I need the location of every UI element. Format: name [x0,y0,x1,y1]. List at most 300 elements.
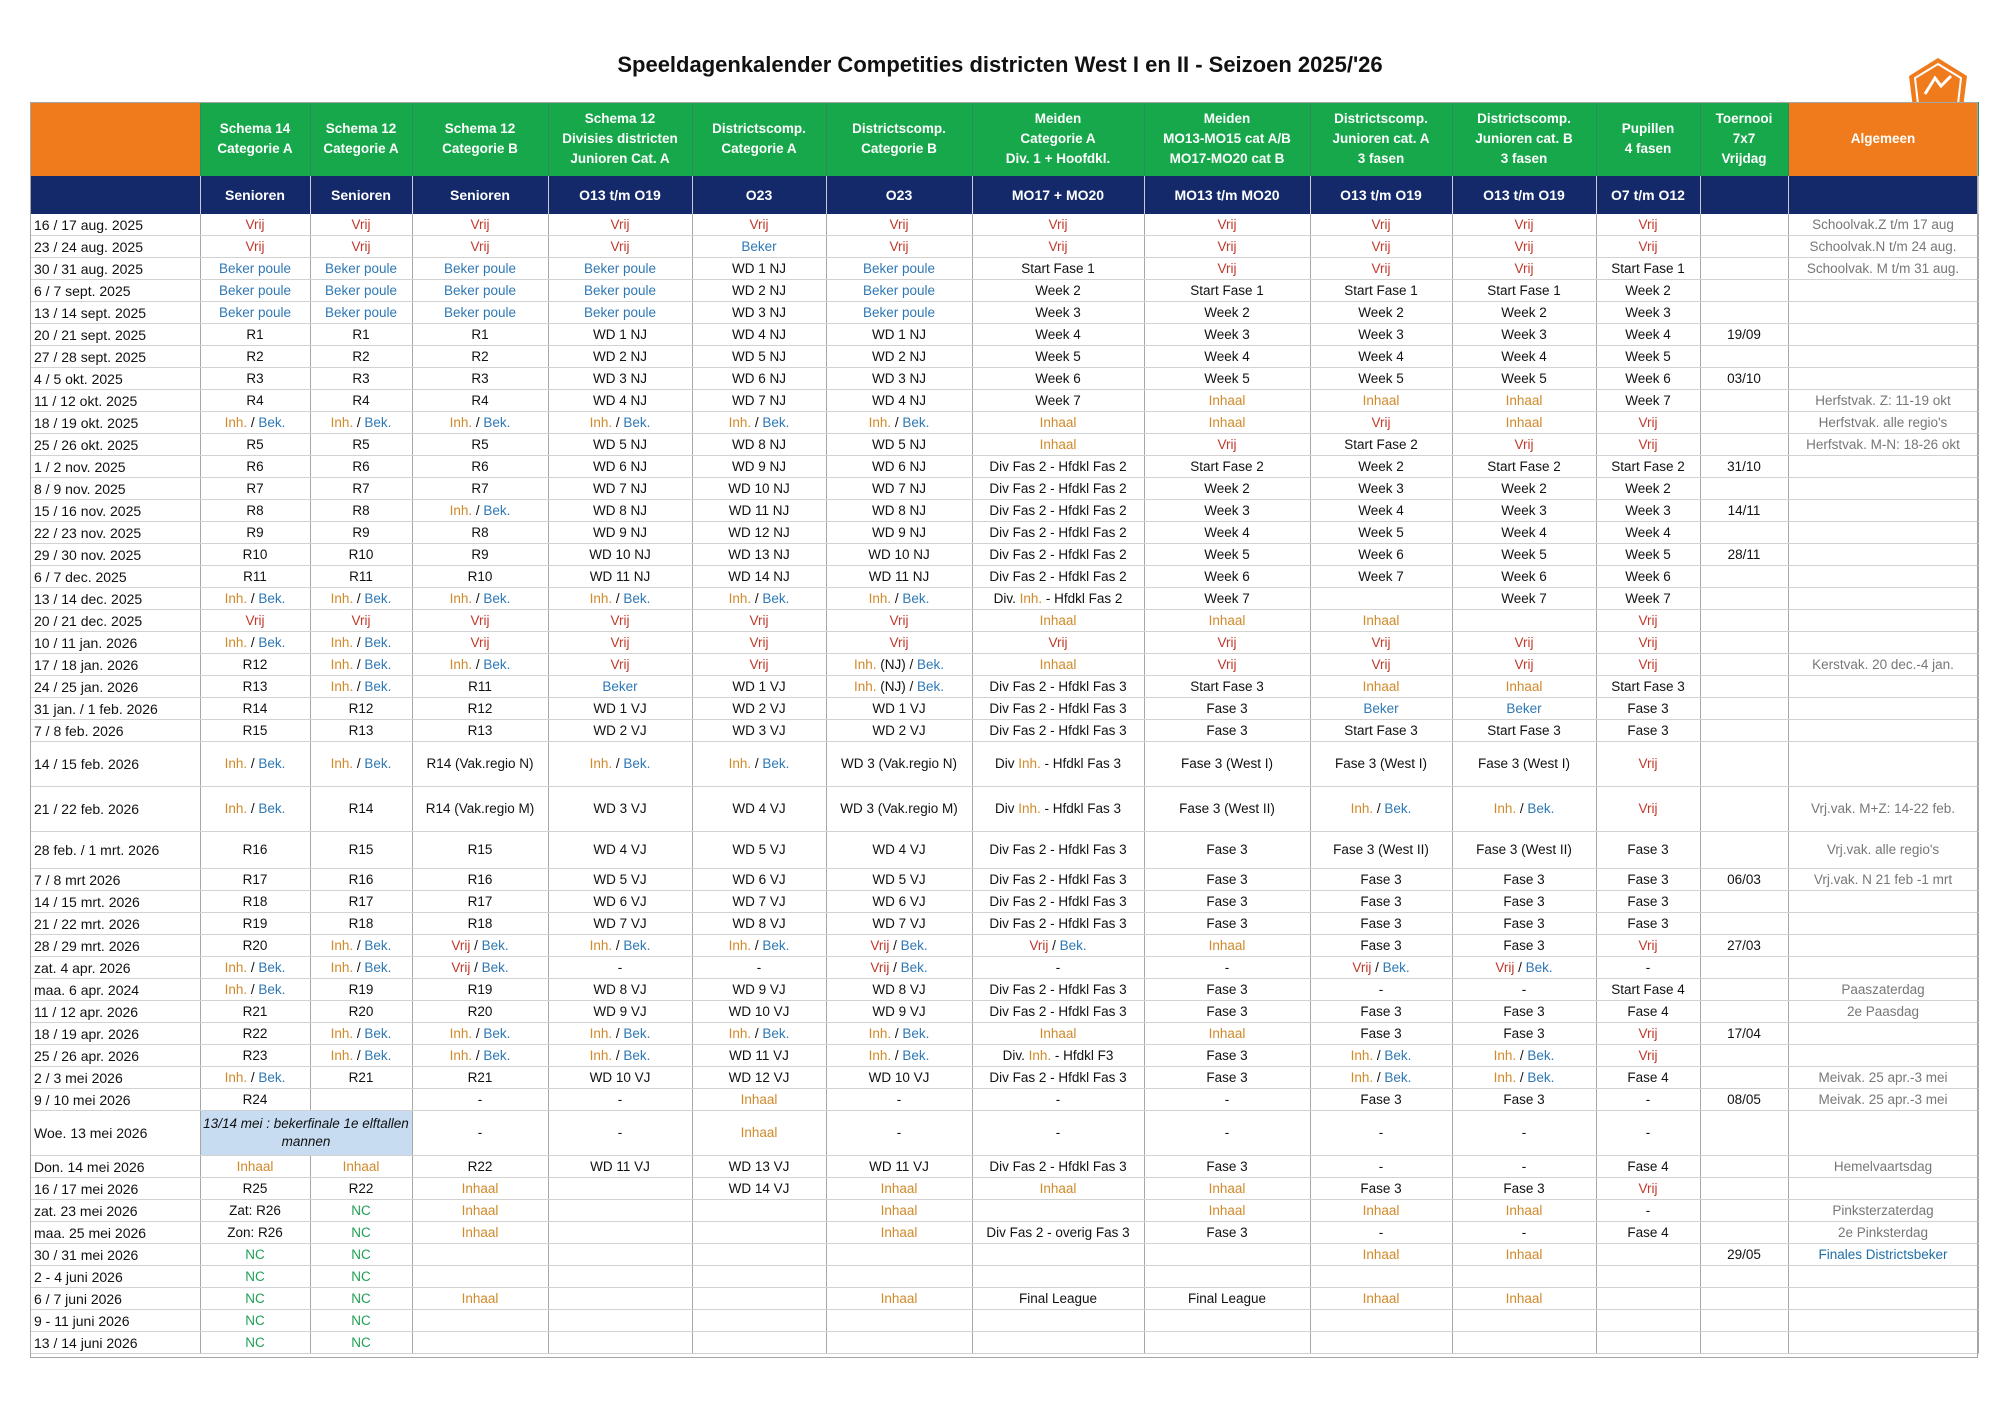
schedule-cell [1596,1178,1700,1200]
cell-text: - [1224,959,1230,975]
schedule-cell [310,412,412,434]
cell-text: R15 [467,842,493,857]
schedule-cell [692,913,826,935]
table-row [30,1200,1978,1222]
schedule-cell [1700,390,1788,412]
schedule-cell [200,566,310,588]
cell-text: Vrij [1514,436,1534,452]
cell-text: R20 [348,1003,374,1019]
schedule-cell [692,1045,826,1067]
schedule-cell [1700,979,1788,1001]
header-row-categories [30,102,1978,176]
column-header-12: Toernooi 7x7 Vrijdag [1700,102,1788,176]
date-cell: 7 / 8 mrt 2026 [30,869,200,891]
cell-text: WD 7 VJ [732,893,786,909]
table-row [30,236,1978,258]
cell-text: Beker [1506,700,1542,716]
cell-text: WD 1 NJ [593,326,647,342]
cell-text: Inhaal [1362,612,1400,628]
cell-text: WD 10 NJ [728,480,790,496]
schedule-cell [200,869,310,891]
schedule-cell [826,832,972,869]
schedule-cell [826,1178,972,1200]
schedule-cell [1700,869,1788,891]
schedule-cell [310,280,412,302]
date-cell: 6 / 7 sept. 2025 [30,280,200,302]
cell-text: R25 [242,1180,268,1196]
schedule-cell [310,1023,412,1045]
cell-text: Vrij [1217,436,1237,452]
schedule-cell [1596,913,1700,935]
schedule-cell [1596,368,1700,390]
cell-text: Inhaal [461,1290,499,1306]
cell-text: Vrij / Bek. [451,959,509,975]
cell-text: Week 4 [1204,524,1250,540]
schedule-cell [972,522,1144,544]
general-note-cell [1788,632,1978,654]
schedule-cell [1144,1067,1310,1089]
table-row [30,935,1978,957]
cell-text: Div Fas 2 - Hfdkl Fas 2 [989,546,1127,562]
cell-text: WD 13 VJ [728,1158,790,1174]
cell-text: Fase 3 [1206,1047,1248,1063]
general-note-cell [1788,1266,1978,1288]
schedule-cell [1310,566,1452,588]
schedule-cell [412,588,548,610]
schedule-cell [826,979,972,1001]
schedule-cell [1700,935,1788,957]
cell-text: Inh. / Bek. [449,502,511,518]
table-row [30,346,1978,368]
cell-text: WD 3 NJ [593,370,647,386]
cell-text: WD 8 VJ [872,981,926,997]
cell-text: Div Fas 2 - Hfdkl Fas 3 [989,893,1127,909]
cell-text: Inh. / Bek. [224,801,286,816]
schedule-cell [1310,368,1452,390]
cell-text: Vrij [610,634,630,650]
schedule-cell [1596,957,1700,979]
schedule-cell [1596,588,1700,610]
schedule-cell [1596,566,1700,588]
cell-text: Vrij [1638,612,1658,628]
schedule-cell [412,456,548,478]
cell-text: WD 4 VJ [593,842,647,857]
schedule-cell [1452,544,1596,566]
general-note-cell [1788,676,1978,698]
date-cell: maa. 6 apr. 2024 [30,979,200,1001]
cell-text: Inh. / Bek. [449,1025,511,1041]
column-subheader-13 [1788,176,1978,214]
cell-text: R9 [471,546,489,562]
schedule-cell [1596,742,1700,787]
schedule-cell [200,913,310,935]
schedule-cell [1596,544,1700,566]
cell-text: WD 10 VJ [728,1003,790,1019]
cell-text: Inh. / Bek. [330,1025,392,1041]
table-row [30,913,1978,935]
cell-text: Week 5 [1204,546,1250,562]
table-row [30,891,1978,913]
table-row [30,1089,1978,1111]
cell-text: Vrij [1217,634,1237,650]
schedule-cell [692,891,826,913]
schedule-cell [1700,500,1788,522]
cell-text: Inhaal [740,1125,778,1140]
schedule-cell [412,390,548,412]
table-row [30,1023,1978,1045]
schedule-cell [310,676,412,698]
schedule-cell [1596,214,1700,236]
cell-text: Beker poule [218,260,292,276]
cell-text: Week 7 [1625,590,1671,606]
schedule-cell [200,1310,310,1332]
cell-text: Vrij [1514,238,1534,254]
schedule-cell [1452,1222,1596,1244]
column-header-1: Schema 14 Categorie A [200,102,310,176]
cell-text: Inhaal [342,1158,380,1174]
schedule-cell [1144,698,1310,720]
cell-text: Inhaal [1362,678,1400,694]
cell-text: WD 3 VJ [593,801,647,816]
cell-text: Vrij [1638,414,1658,430]
schedule-cell [1310,979,1452,1001]
cell-text: Inh. / Bek. [449,1047,511,1063]
cell-text: R15 [242,722,268,738]
cell-text: Div Fas 2 - Hfdkl Fas 2 [989,568,1127,584]
cell-text: Beker poule [324,282,398,298]
schedule-cell [200,1067,310,1089]
schedule-cell [972,610,1144,632]
general-note-cell [1788,368,1978,390]
cell-text: Week 7 [1501,590,1547,606]
schedule-cell [310,632,412,654]
cell-text: 29/05 [1727,1246,1761,1262]
cell-text: Beker poule [218,282,292,298]
cell-text: NC [245,1290,265,1306]
table-row [30,500,1978,522]
schedule-cell [310,1178,412,1200]
schedule-cell [1596,1332,1700,1354]
schedule-cell [200,1222,310,1244]
general-note-cell: Schoolvak.N t/m 24 aug. [1788,236,1978,258]
cell-text: Inhaal [1208,414,1246,430]
schedule-cell [1310,258,1452,280]
table-row [30,478,1978,500]
date-cell: 6 / 7 juni 2026 [30,1288,200,1310]
cell-text: Inhaal [1505,1290,1543,1306]
schedule-cell [972,1067,1144,1089]
schedule-cell [412,280,548,302]
schedule-cell [310,522,412,544]
schedule-cell [310,324,412,346]
schedule-cell [826,412,972,434]
cell-text: WD 4 NJ [872,392,926,408]
cell-text: Inhaal [1362,392,1400,408]
cell-text: R22 [242,1025,268,1041]
schedule-cell [412,957,548,979]
cell-text: WD 3 VJ [732,722,786,738]
schedule-cell [1596,434,1700,456]
schedule-cell [1596,1001,1700,1023]
cell-text: Vrij [1371,414,1391,430]
cell-text: R16 [467,871,493,887]
schedule-cell [692,1111,826,1156]
cell-text: Inh. / Bek. [449,590,511,606]
cell-text: Vrij / Bek. [1352,959,1410,975]
cell-text: WD 2 NJ [593,348,647,364]
general-note-cell [1788,302,1978,324]
schedule-cell [1596,1266,1700,1288]
schedule-cell [826,869,972,891]
schedule-cell [1452,368,1596,390]
general-note-cell [1788,522,1978,544]
date-cell: 18 / 19 okt. 2025 [30,412,200,434]
schedule-cell [972,324,1144,346]
cell-text: Vrij [610,656,630,672]
date-cell: Don. 14 mei 2026 [30,1156,200,1178]
schedule-cell [1310,913,1452,935]
calendar-table [30,102,1979,1354]
schedule-cell [692,1266,826,1288]
schedule-cell [412,891,548,913]
schedule-cell [1596,258,1700,280]
table-row [30,720,1978,742]
cell-text: WD 11 VJ [869,1158,929,1174]
cell-text: Week 6 [1358,546,1404,562]
cell-text: Inh. / Bek. [868,414,930,430]
schedule-cell [692,787,826,832]
cell-text: Fase 3 [1206,1158,1248,1174]
column-subheader-7: MO17 + MO20 [972,176,1144,214]
schedule-cell [412,787,548,832]
cell-text: Fase 3 [1503,1025,1545,1041]
cell-text: Start Fase 4 [1611,981,1685,997]
cell-text: R16 [242,842,268,857]
schedule-cell [548,390,692,412]
date-cell: 9 - 11 juni 2026 [30,1310,200,1332]
cell-text: Div Fas 2 - Hfdkl Fas 3 [989,981,1127,997]
cell-text: Div Fas 2 - Hfdkl Fas 3 [989,915,1127,931]
schedule-cell [972,214,1144,236]
schedule-cell [548,1288,692,1310]
cell-text: Inhaal [461,1224,499,1240]
general-note-cell [1788,957,1978,979]
table-row [30,1111,1978,1156]
table-row [30,1178,1978,1200]
table-row [30,368,1978,390]
schedule-cell [826,1111,972,1156]
schedule-cell [1310,720,1452,742]
cell-text: WD 5 NJ [872,436,926,452]
cell-text: Vrij [1217,260,1237,276]
date-cell: 29 / 30 nov. 2025 [30,544,200,566]
schedule-cell [692,1288,826,1310]
schedule-cell [1700,720,1788,742]
general-note-cell: Kerstvak. 20 dec.-4 jan. [1788,654,1978,676]
cell-text: WD 8 VJ [593,981,647,997]
table-row [30,214,1978,236]
cell-text: Div Fas 2 - Hfdkl Fas 3 [989,1069,1127,1085]
date-cell: 4 / 5 okt. 2025 [30,368,200,390]
schedule-cell [310,390,412,412]
cell-text: Beker poule [583,260,657,276]
cell-text: Fase 3 [1206,842,1248,857]
schedule-cell [1700,676,1788,698]
schedule-cell [412,935,548,957]
schedule-cell [548,832,692,869]
schedule-cell [972,676,1144,698]
cell-text: - [1055,1125,1061,1140]
date-cell: 16 / 17 mei 2026 [30,1178,200,1200]
schedule-cell [826,654,972,676]
cell-text: Week 5 [1501,546,1547,562]
schedule-cell [548,236,692,258]
schedule-cell [200,280,310,302]
schedule-cell [972,302,1144,324]
schedule-cell [692,544,826,566]
schedule-cell [1700,522,1788,544]
schedule-cell [692,1222,826,1244]
schedule-cell [200,522,310,544]
schedule-cell [310,1200,412,1222]
schedule-cell [200,214,310,236]
cell-text: WD 6 NJ [732,370,786,386]
schedule-cell [548,1023,692,1045]
cell-text: Div Fas 2 - Hfdkl Fas 2 [989,502,1127,518]
schedule-cell [1452,913,1596,935]
schedule-cell [1700,236,1788,258]
schedule-cell [1596,1200,1700,1222]
schedule-cell [310,720,412,742]
schedule-cell [1452,1310,1596,1332]
cell-text: Beker poule [862,282,936,298]
schedule-cell [1144,957,1310,979]
cell-text: Fase 4 [1627,1158,1669,1174]
cell-text: R24 [242,1091,268,1107]
schedule-cell [1596,787,1700,832]
cell-text: Inhaal [1505,392,1543,408]
schedule-cell [412,434,548,456]
schedule-cell [826,434,972,456]
schedule-cell [412,1200,548,1222]
schedule-cell [1700,1288,1788,1310]
schedule-cell [972,1156,1144,1178]
schedule-cell [1596,698,1700,720]
schedule-cell [692,1310,826,1332]
schedule-cell [1452,280,1596,302]
cell-text: R18 [467,915,493,931]
cell-text: Beker poule [324,260,398,276]
schedule-cell [1596,1222,1700,1244]
cell-text: Vrij [1638,801,1658,816]
cell-text: Inh. / Bek. [1493,1047,1555,1063]
cell-text: Inh. / Bek. [330,756,392,771]
schedule-cell [412,478,548,500]
cell-text: Fase 3 [1360,937,1402,953]
cell-text: WD 9 NJ [732,458,786,474]
general-note-cell [1788,324,1978,346]
schedule-cell [972,832,1144,869]
cell-text: Fase 3 [1360,1003,1402,1019]
cell-text: Start Fase 2 [1487,458,1561,474]
column-header-11: Pupillen 4 fasen [1596,102,1700,176]
cell-text: Inh. / Bek. [449,656,511,672]
schedule-cell [826,957,972,979]
schedule-cell [1452,434,1596,456]
schedule-cell [1596,632,1700,654]
table-row [30,957,1978,979]
schedule-cell [1310,544,1452,566]
schedule-cell [972,368,1144,390]
cell-text: - [1378,1224,1384,1240]
cell-text: R2 [246,348,264,364]
cell-text: Week 6 [1625,370,1671,386]
cell-text: 17/04 [1727,1025,1761,1041]
column-header-4: Schema 12 Divisies districten Junioren Cat. A [548,102,692,176]
cell-text: Vrij [351,612,371,628]
schedule-cell [972,434,1144,456]
cell-text: Week 4 [1204,348,1250,364]
cell-text: WD 7 NJ [593,480,647,496]
cell-text: Vrij [1514,216,1534,232]
cell-text: Week 2 [1358,458,1404,474]
schedule-cell [200,1045,310,1067]
schedule-cell [200,390,310,412]
general-note-cell [1788,720,1978,742]
schedule-cell [412,412,548,434]
table-row [30,698,1978,720]
schedule-cell [1144,1244,1310,1266]
table-row [30,676,1978,698]
schedule-cell [1310,654,1452,676]
schedule-cell [548,522,692,544]
cell-text: Fase 3 (West II) [1179,801,1275,816]
cell-text: Div Inh. - Hfdkl Fas 3 [994,756,1122,771]
column-subheader-8: MO13 t/m MO20 [1144,176,1310,214]
schedule-cell [1596,412,1700,434]
schedule-cell [1700,214,1788,236]
schedule-cell [972,787,1144,832]
column-subheader-1: Senioren [200,176,310,214]
schedule-cell [972,258,1144,280]
schedule-cell [412,913,548,935]
schedule-cell [1310,236,1452,258]
cell-text: Fase 3 [1627,722,1669,738]
table-row [30,1332,1978,1354]
schedule-cell [692,935,826,957]
cell-text: WD 11 NJ [868,568,930,584]
schedule-cell [548,214,692,236]
schedule-cell [310,1089,412,1111]
schedule-cell [1144,720,1310,742]
general-note-cell [1788,346,1978,368]
date-cell: 30 / 31 aug. 2025 [30,258,200,280]
date-cell: 10 / 11 jan. 2026 [30,632,200,654]
schedule-cell [826,1067,972,1089]
schedule-cell [692,500,826,522]
cell-text: Vrij [245,238,265,254]
cell-text: Inh. / Bek. [224,981,286,997]
schedule-cell [200,456,310,478]
cell-text: Fase 3 [1503,1091,1545,1107]
schedule-cell [548,610,692,632]
schedule-cell [1596,390,1700,412]
cell-text: R23 [242,1047,268,1063]
schedule-cell [200,434,310,456]
schedule-cell [1700,1111,1788,1156]
schedule-cell [1144,1310,1310,1332]
cell-text: R19 [242,915,268,931]
